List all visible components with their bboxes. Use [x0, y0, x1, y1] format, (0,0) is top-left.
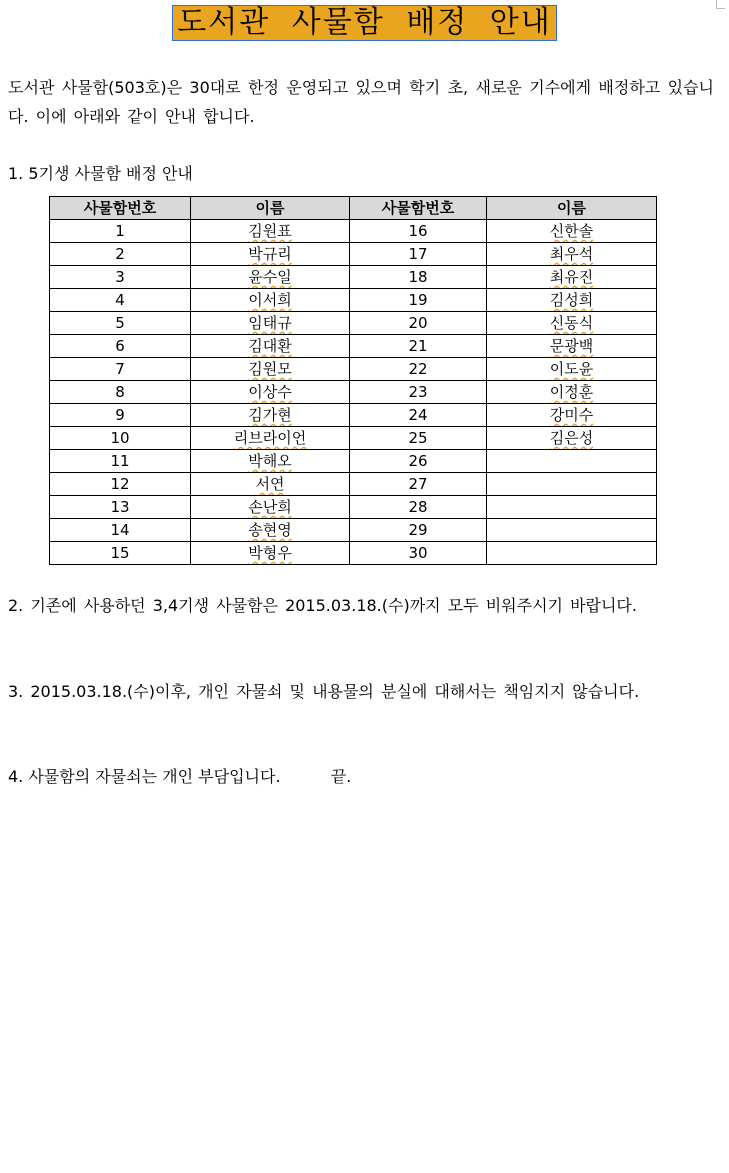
student-name: 박규리 [248, 245, 292, 263]
table-row [50, 404, 657, 427]
student-name: 송현영 [248, 521, 292, 539]
student-name: 이서희 [248, 291, 292, 309]
locker-number-right-cell: 26 [350, 450, 487, 473]
locker-number-right-cell: 20 [350, 312, 487, 335]
student-name: 이상수 [248, 383, 292, 401]
end-mark: 끝. [330, 767, 352, 786]
student-name: 김성희 [549, 291, 594, 309]
name-right-cell [487, 519, 657, 542]
name-left-cell [191, 220, 350, 243]
locker-number-right-cell: 29 [350, 519, 487, 542]
name-left-cell [191, 243, 350, 266]
locker-number-left-cell: 11 [50, 450, 191, 473]
student-name: 김원표 [248, 222, 292, 240]
table-row [50, 519, 657, 542]
table-row [50, 220, 657, 243]
student-name: 박형우 [248, 544, 292, 562]
locker-number-left-cell: 10 [50, 427, 191, 450]
locker-number-left-cell: 13 [50, 496, 191, 519]
item-4-text: 4. 사물함의 자물쇠는 개인 부담입니다. [8, 767, 281, 786]
student-name: 이정훈 [549, 383, 594, 401]
table-row [50, 289, 657, 312]
name-left-cell [191, 289, 350, 312]
locker-number-right-cell: 27 [350, 473, 487, 496]
name-right-cell [487, 266, 657, 289]
header-locker-number-left: 사물함번호 [50, 197, 191, 220]
name-left-cell [191, 335, 350, 358]
table-row [50, 358, 657, 381]
locker-number-left-cell: 15 [50, 542, 191, 565]
intro-paragraph: 도서관 사물함(503호)은 30대로 한정 운영되고 있으며 학기 초, 새로운 기수에게 배정하고 있습니다. 이에 아래와 같이 안내 합니다. [8, 78, 714, 126]
table-row [50, 542, 657, 565]
locker-number-right-cell: 17 [350, 243, 487, 266]
name-right-cell [487, 220, 657, 243]
student-name: 문광백 [549, 337, 594, 355]
table-header-row [50, 197, 657, 220]
student-name: 서연 [255, 475, 285, 493]
locker-number-left-cell: 14 [50, 519, 191, 542]
table-row [50, 473, 657, 496]
locker-number-right-cell: 30 [350, 542, 487, 565]
locker-number-left-cell: 2 [50, 243, 191, 266]
student-name: 김원모 [248, 360, 292, 378]
name-right-cell [487, 335, 657, 358]
student-name: 임태규 [248, 314, 292, 332]
locker-number-left-cell: 1 [50, 220, 191, 243]
locker-number-left-cell: 8 [50, 381, 191, 404]
name-left-cell [191, 404, 350, 427]
item-3-paragraph: 3. 2015.03.18.(수)이후, 개인 자물쇠 및 내용물의 분실에 대해서는 책임지지 않습니다. [8, 682, 640, 701]
name-left-cell [191, 450, 350, 473]
student-name: 김은성 [549, 429, 594, 447]
student-name: 최우석 [549, 245, 594, 263]
name-left-cell [191, 358, 350, 381]
locker-number-right-cell: 23 [350, 381, 487, 404]
table-row [50, 243, 657, 266]
name-right-cell [487, 427, 657, 450]
name-left-cell [191, 519, 350, 542]
locker-number-left-cell: 9 [50, 404, 191, 427]
student-name: 김대환 [248, 337, 292, 355]
locker-number-right-cell: 25 [350, 427, 487, 450]
student-name: 손난희 [248, 498, 292, 516]
name-left-cell [191, 266, 350, 289]
student-name: 신한솔 [549, 222, 594, 240]
table-row [50, 266, 657, 289]
locker-number-right-cell: 22 [350, 358, 487, 381]
student-name: 리브라이언 [233, 429, 307, 447]
name-left-cell [191, 381, 350, 404]
locker-number-left-cell: 4 [50, 289, 191, 312]
table-body [50, 220, 657, 565]
table-row [50, 427, 657, 450]
name-right-cell [487, 243, 657, 266]
locker-number-right-cell: 28 [350, 496, 487, 519]
name-left-cell [191, 427, 350, 450]
student-name: 윤수일 [248, 268, 292, 286]
name-left-cell [191, 312, 350, 335]
table-row [50, 496, 657, 519]
name-right-cell [487, 358, 657, 381]
locker-number-left-cell: 5 [50, 312, 191, 335]
locker-number-left-cell: 7 [50, 358, 191, 381]
locker-number-right-cell: 21 [350, 335, 487, 358]
student-name: 박해오 [248, 452, 292, 470]
section-1-heading: 1. 5기생 사물함 배정 안내 [8, 164, 193, 183]
name-right-cell [487, 450, 657, 473]
name-right-cell [487, 496, 657, 519]
table-row [50, 335, 657, 358]
item-4-line [8, 767, 351, 787]
name-right-cell [487, 289, 657, 312]
name-right-cell [487, 381, 657, 404]
student-name: 최유진 [549, 268, 594, 286]
locker-number-left-cell: 12 [50, 473, 191, 496]
header-name-left: 이름 [191, 197, 350, 220]
name-right-cell [487, 542, 657, 565]
document-title: 도서관 사물함 배정 안내 [172, 5, 556, 41]
student-name: 신동식 [549, 314, 594, 332]
locker-number-right-cell: 16 [350, 220, 487, 243]
student-name: 김가현 [248, 406, 292, 424]
locker-number-right-cell: 24 [350, 404, 487, 427]
locker-number-left-cell: 6 [50, 335, 191, 358]
locker-number-left-cell: 3 [50, 266, 191, 289]
name-left-cell [191, 542, 350, 565]
name-right-cell [487, 473, 657, 496]
name-left-cell [191, 496, 350, 519]
header-locker-number-right: 사물함번호 [350, 197, 487, 220]
student-name: 강미수 [549, 406, 594, 424]
table-row [50, 450, 657, 473]
name-right-cell [487, 312, 657, 335]
title-container [0, 5, 729, 41]
item-2-paragraph: 2. 기존에 사용하던 3,4기생 사물함은 2015.03.18.(수)까지 모두 비워주시기 바랍니다. [8, 596, 637, 615]
table-row [50, 381, 657, 404]
locker-number-right-cell: 18 [350, 266, 487, 289]
name-left-cell [191, 473, 350, 496]
locker-number-right-cell: 19 [350, 289, 487, 312]
table-row [50, 312, 657, 335]
locker-assignment-table [49, 196, 657, 565]
header-name-right: 이름 [487, 197, 657, 220]
student-name: 이도윤 [549, 360, 594, 378]
name-right-cell [487, 404, 657, 427]
